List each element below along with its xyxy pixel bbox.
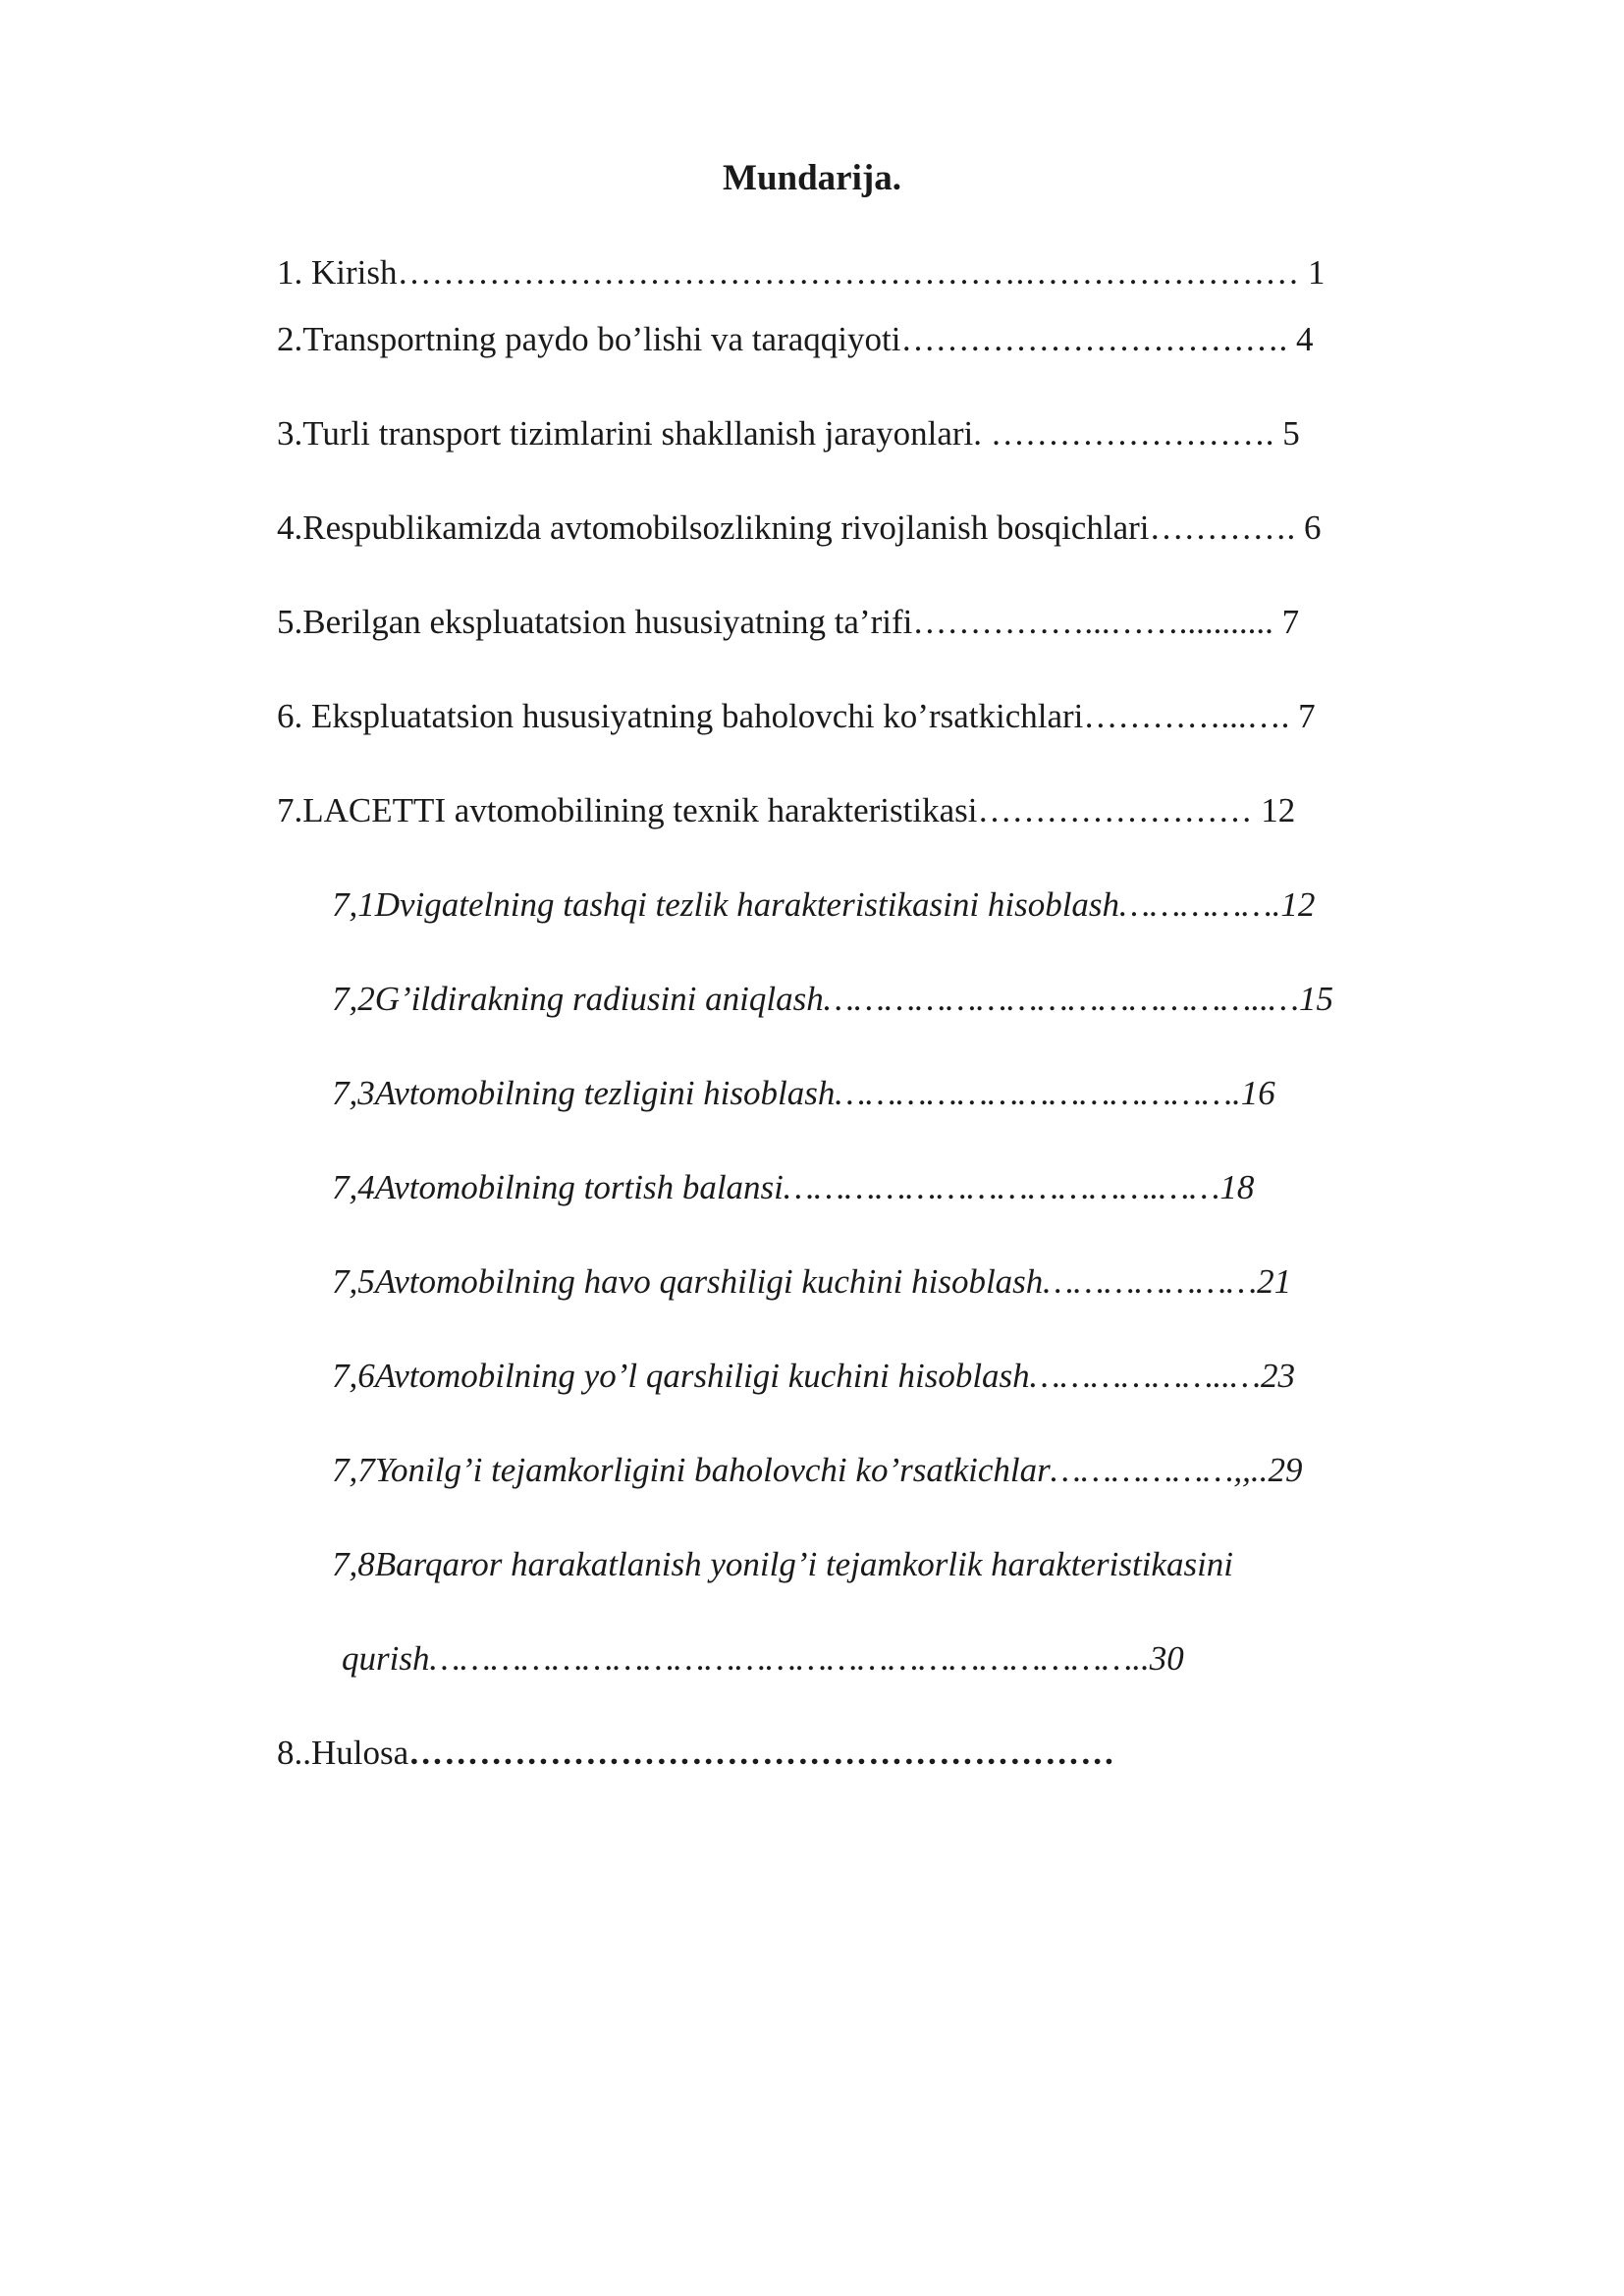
toc-page-number: 4 <box>1287 320 1314 358</box>
toc-entry-text: qurish <box>342 1639 430 1678</box>
toc-subentry-7-4 <box>332 1165 1254 1210</box>
toc-leader: …………………………………………………………….. <box>429 1639 1150 1678</box>
toc-entry-text: 4.Respublikamizda avtomobilsozlikning rivojlanish bosqichlari <box>277 508 1150 547</box>
toc-page-number: 21 <box>1257 1262 1292 1301</box>
toc-subentry-7-7 <box>332 1448 1302 1493</box>
toc-entry-text: 2.Transportning paydo bo’lishi va taraqqiyoti <box>277 320 901 358</box>
toc-leader: ……………………………. <box>900 320 1288 358</box>
toc-page-number: 6 <box>1295 508 1322 547</box>
toc-entry-text: 7.LACETTI avtomobilining texnik harakteristikasi <box>277 791 978 829</box>
toc-subentry-7-5 <box>332 1259 1291 1305</box>
toc-entry-kirish <box>277 250 1326 295</box>
toc-leader: ………………,,.. <box>1050 1451 1269 1489</box>
toc-entry-hulosa <box>277 1731 1115 1776</box>
toc-page-number: 1 <box>1299 253 1326 292</box>
toc-leader: …………………… <box>977 791 1253 829</box>
toc-leader: ………………..… <box>1029 1357 1262 1395</box>
toc-subentry-7-2 <box>332 977 1333 1022</box>
toc-leader: ……………………………….…… <box>783 1168 1220 1206</box>
toc-page-number: 5 <box>1273 414 1300 453</box>
toc-leader: …………………………………………………… <box>408 1734 1116 1772</box>
toc-entry-text: 1. Kirish <box>277 253 398 292</box>
toc-entry-text: 7,8Barqaror harakatlanish yonilg’i tejamkorlik harakteristikasini <box>332 1545 1234 1583</box>
toc-subentry-7-1 <box>332 882 1315 928</box>
toc-page-number: 15 <box>1299 980 1334 1018</box>
toc-entry-transport-history <box>277 317 1313 362</box>
toc-leader: …………. <box>1149 508 1296 547</box>
toc-page-number: 7 <box>1272 603 1300 641</box>
toc-subentry-7-8 <box>332 1542 1233 1587</box>
toc-page-number: 23 <box>1261 1357 1296 1395</box>
toc-subentry-7-3 <box>332 1071 1275 1116</box>
toc-entry-text: 7,3Avtomobilning tezligini hisoblash <box>332 1074 836 1112</box>
toc-entry-text: 7,1Dvigatelning tashqi tezlik harakteristikasini hisoblash <box>332 885 1120 924</box>
toc-entry-automotive-development <box>277 506 1321 551</box>
toc-entry-lacetti-specs <box>277 788 1295 833</box>
toc-page-number: 18 <box>1219 1168 1255 1206</box>
toc-entry-evaluation-indicators <box>277 694 1316 739</box>
toc-entry-text: 6. Ekspluatatsion hususiyatning baholovchi ko’rsatkichlari <box>277 697 1084 735</box>
toc-page-number: 12 <box>1280 885 1316 924</box>
toc-leader: ……………. <box>1119 885 1281 924</box>
toc-page-number: 12 <box>1252 791 1296 829</box>
toc-page-number: 7 <box>1289 697 1316 735</box>
toc-entry-text: 7,7Yonilg’i tejamkorligini baholovchi ko’rsatkichlar <box>332 1451 1051 1489</box>
toc-entry-transport-systems <box>277 411 1300 456</box>
toc-leader: ……………………………………………….…………………… <box>397 253 1300 292</box>
toc-entry-text: 5.Berilgan ekspluatatsion hususiyatning ta’rifi <box>277 603 913 641</box>
page-title: Mundarija. <box>723 158 901 198</box>
toc-leader: ……………...……........... <box>912 603 1273 641</box>
toc-leader: ……………………. <box>990 414 1274 453</box>
toc-entry-text: 7,5Avtomobilning havo qarshiligi kuchini hisoblash <box>332 1262 1044 1301</box>
toc-entry-text: 7,2G’ildirakning radiusini aniqlash <box>332 980 824 1018</box>
toc-entry-text: 7,4Avtomobilning tortish balansi <box>332 1168 784 1206</box>
toc-entry-text: 3.Turli transport tizimlarini shakllanish jarayonlari. <box>277 414 991 453</box>
toc-leader: ……………………………………..… <box>823 980 1300 1018</box>
toc-entry-text: 8..Hulosa <box>277 1734 409 1772</box>
toc-page-number: 30 <box>1149 1639 1184 1678</box>
toc-subentry-7-6 <box>332 1354 1295 1399</box>
toc-entry-text: 7,6Avtomobilning yo’l qarshiligi kuchini hisoblash <box>332 1357 1030 1395</box>
toc-leader: …………………………………. <box>835 1074 1241 1112</box>
toc-leader: ………………… <box>1043 1262 1258 1301</box>
toc-entry-property-definition <box>277 600 1299 645</box>
toc-leader: …………...…. <box>1083 697 1290 735</box>
toc-subentry-7-8-continued <box>342 1636 1184 1682</box>
toc-page-number: 29 <box>1268 1451 1303 1489</box>
toc-page-number: 16 <box>1240 1074 1275 1112</box>
